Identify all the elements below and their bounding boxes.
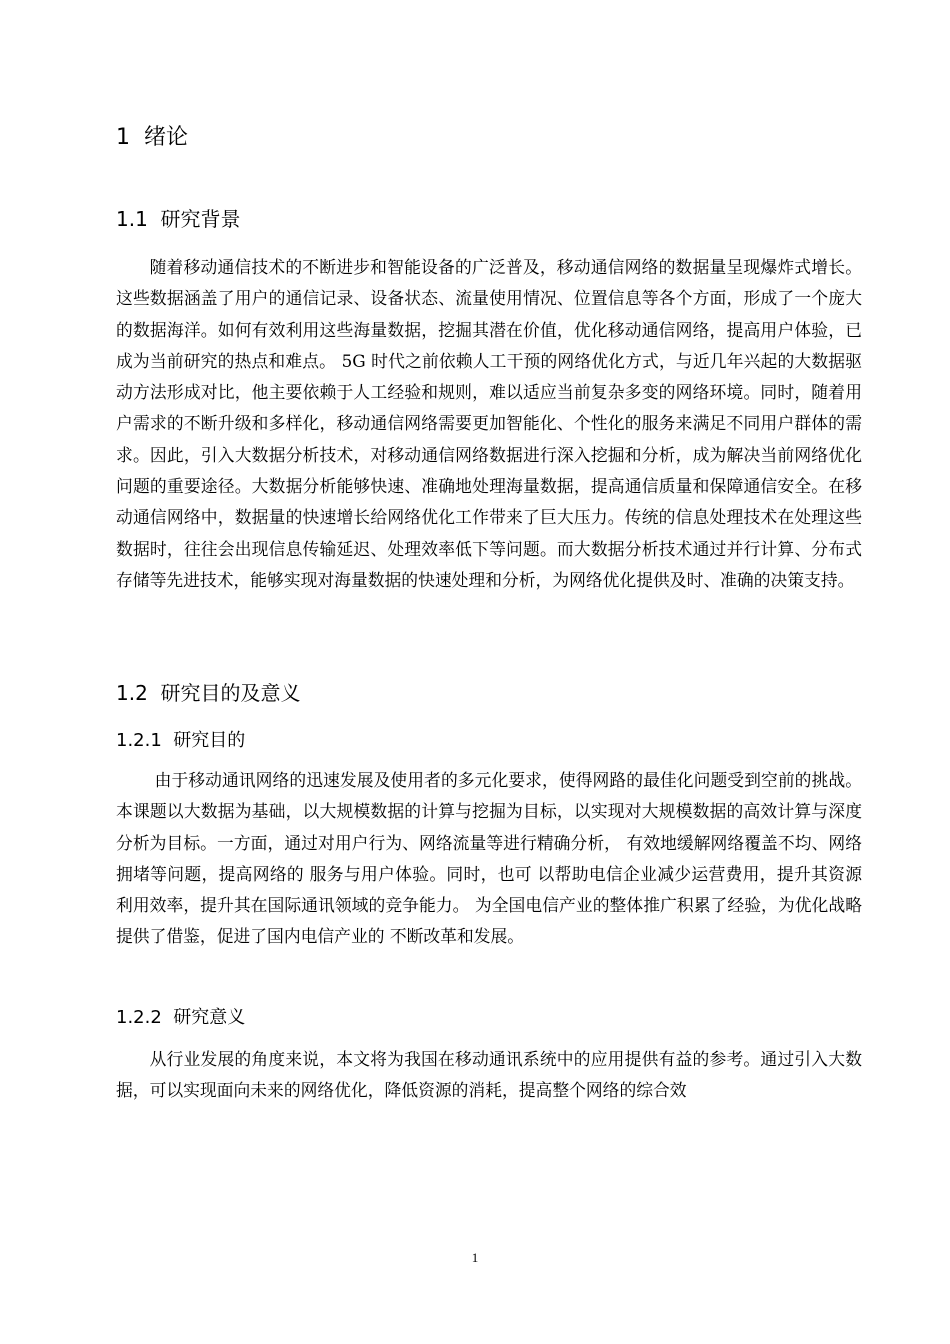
subsection-title: 研究目的 <box>173 730 246 751</box>
page-number: 1 <box>471 1250 479 1265</box>
significance-paragraph: 从行业发展的角度来说，本文将为我国在移动通讯系统中的应用提供有益的参考。通过引入大数据，可以实现面向未来的网络优化，降低资源的消耗，提高整个网络的综合效 <box>116 1049 862 1101</box>
chapter-number: 1 <box>116 125 130 150</box>
background-paragraph: 随着移动通信技术的不断进步和智能设备的广泛普及，移动通信网络的数据量呈现爆炸式增长。这些数据涵盖了用户的通信记录、设备状态、流量使用情况、位置信息等各个方面，形成了一个庞大的数据海洋。如何有效利用这些海量数据，挖掘其潜在价值，优化移动通信网络，提高用户体验，已成为当前研究的热点和难点。 5G 时代之前依赖人工干预的网络优化方式，与近几年兴起的大数据驱动方法形成对比，他主要依赖于人工经验和规则，难以适应当前复杂多变的网络环境。同时，随着用户需求的不断升级和多样化，移动通信网络需要更加智能化、个性化的服务来满足不同用户群体的需求。因此，引入大数据分析技术，对移动通信网络数据进行深入挖掘和分析，成为解决当前网络优化问题的重要途径。大数据分析能够快速、准确地处理海量数据，提高通信质量和保障通信安全。在移动通信网络中，数据量的快速增长给网络优化工作带来了巨大压力。传统的信息处理技术在处理这些数据时，往往会出现信息传输延迟、处理效率低下等问题。而大数据分析技术通过并行计算、分布式存储等先进技术，能够实现对海量数据的快速处理和分析，为网络优化提供及时、准确的决策支持。 <box>116 257 862 590</box>
section-title: 研究背景 <box>160 207 241 231</box>
chapter-title: 绪论 <box>144 125 189 150</box>
section-number: 1.1 <box>116 207 148 231</box>
section-heading-1-1 <box>116 204 241 234</box>
subsection-heading-1-2-2 <box>116 1004 245 1032</box>
purpose-paragraph: 由于移动通讯网络的迅速发展及使用者的多元化要求，使得网路的最佳化问题受到空前的挑战。本课题以大数据为基础，以大规模数据的计算与挖掘为目标，以实现对大规模数据的高效计算与深度分析为目标。一方面，通过对用户行为、网络流量等进行精确分析， 有效地缓解网络覆盖不均、网络拥堵等问题，提高网络的 服务与用户体验。同时，也可 以帮助电信企业减少运营费用，提升其资源利用效率，提升其在国际通讯领域的竞争能力。 为全国电信产业的整体推广积累了经验，为优化战略提供了借鉴，促进了国内电信产业的 不断改革和发展。 <box>116 770 862 947</box>
subsection-heading-1-2-1 <box>116 727 245 755</box>
subsection-number: 1.2.1 <box>116 730 162 751</box>
section-title: 研究目的及意义 <box>160 681 301 705</box>
section-number: 1.2 <box>116 681 148 705</box>
subsection-number: 1.2.2 <box>116 1007 162 1028</box>
chapter-heading <box>116 122 188 154</box>
subsection-title: 研究意义 <box>173 1007 246 1028</box>
section-heading-1-2 <box>116 678 301 708</box>
